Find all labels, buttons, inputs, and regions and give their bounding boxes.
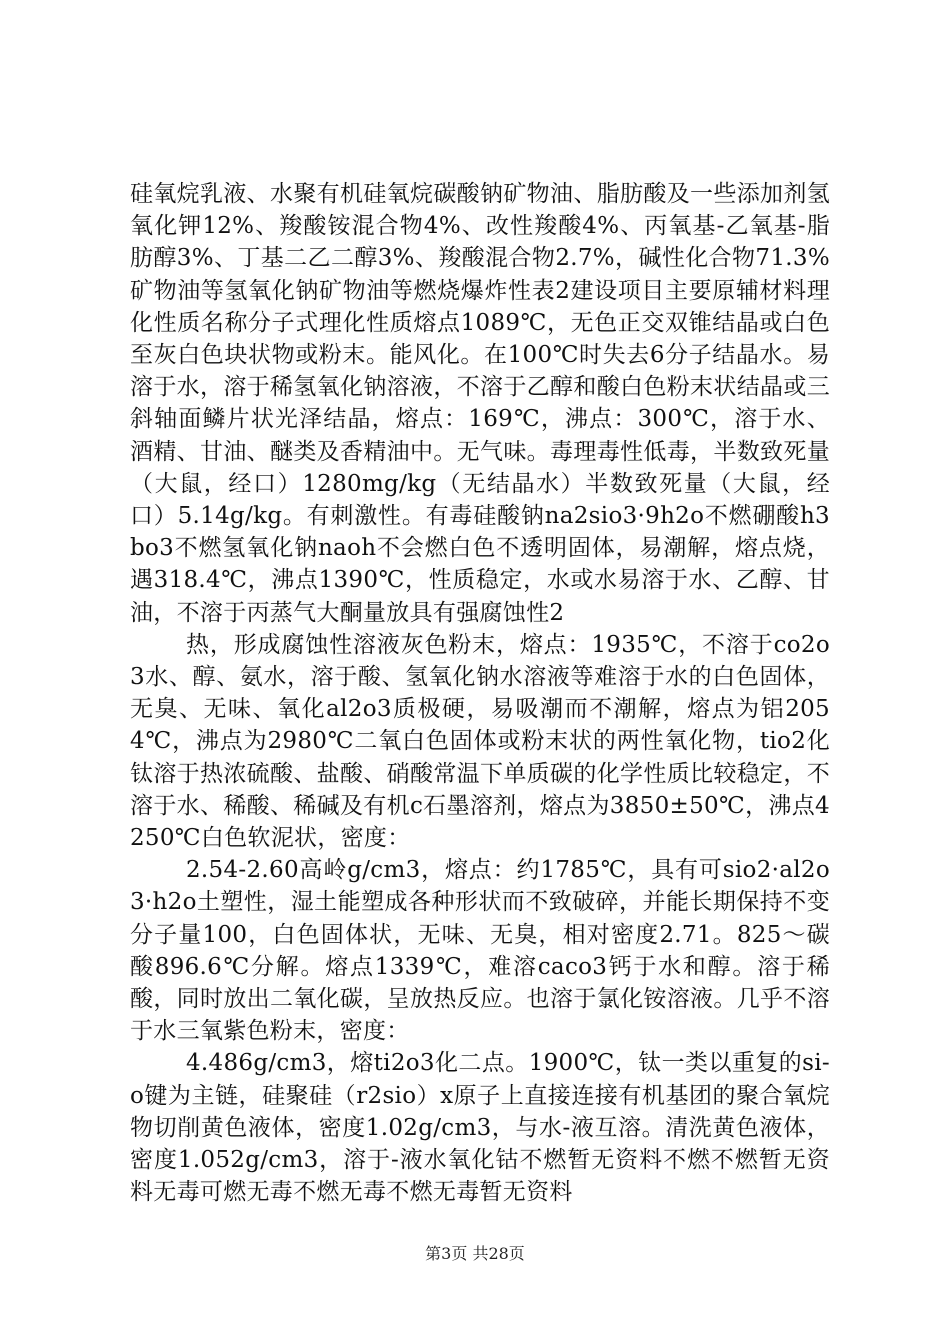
paragraph-1: 硅氧烷乳液、水聚有机硅氧烷碳酸钠矿物油、脂肪酸及一些添加剂氢氧化钾12%、羧酸铵混合物4%、改性羧酸4%、丙氧基-乙氧基-脂肪醇3%、丁基二乙二醇3%、羧酸混合物2.7%，碱性化合物71.3%矿物油等氢氧化钠矿物油等燃烧爆炸性表2建设项目主要原辅材料理化性质名称分子式理化性质熔点1089℃，无色正交双锥结晶或白色至灰白色块状物或粉末。能风化。在100℃时失去6分子结晶水。易溶于水，溶于稀氢氧化钠溶液，不溶于乙醇和酸白色粉末状结晶或三斜轴面鳞片状光泽结晶，熔点：169℃，沸点：300℃，溶于水、酒精、甘油、醚类及香精油中。无气味。毒理毒性低毒，半数致死量（大鼠，经口）1280mg/kg（无结晶水）半数致死量（大鼠，经口）5.14g/kg。有刺激性。有毒硅酸钠na2sio3·9h2o不燃硼酸h3bo3不燃氢氧化钠naoh不会燃白色不透明固体，易潮解，熔点烧，遇318.4℃，沸点1390℃，性质稳定，水或水易溶于水、乙醇、甘油，不溶于丙蒸气大酮量放具有强腐蚀性2 <box>130 181 830 626</box>
page-number-footer: 第3页 共28页 <box>425 1244 525 1263</box>
paragraph-3: 2.54-2.60高岭g/cm3，熔点：约1785℃，具有可sio2·al2o3·h2o土塑性，湿土能塑成各种形状而不致破碎，并能长期保持不变分子量100，白色固体状，无味、无臭，相对密度2.71。825～碳酸896.6℃分解。熔点1339℃，难溶caco3钙于水和醇。溶于稀酸，同时放出二氧化碳，呈放热反应。也溶于氯化铵溶液。几乎不溶于水三氧紫色粉末，密度： <box>130 857 830 1045</box>
document-body <box>130 178 830 1209</box>
paragraph-2: 热，形成腐蚀性溶液灰色粉末，熔点：1935℃，不溶于co2o3水、醇、氨水，溶于酸、氢氧化钠水溶液等难溶于水的白色固体，无臭、无味、氧化al2o3质极硬，易吸潮而不潮解，熔点为铝2054℃，沸点为2980℃二氧白色固体或粉末状的两性氧化物，tio2化钛溶于热浓硫酸、盐酸、硝酸常温下单质碳的化学性质比较稳定，不溶于水、稀酸、稀碱及有机c石墨溶剂，熔点为3850±50℃，沸点4250℃白色软泥状，密度： <box>130 631 830 852</box>
paragraph-4: 4.486g/cm3，熔ti2o3化二点。1900℃，钛一类以重复的si-o键为主链，硅聚硅（r2sio）x原子上直接连接有机基团的聚合氧烷物切削黄色液体，密度1.02g/cm3，与水-液互溶。清洗黄色液体，密度1.052g/cm3，溶于-液水氧化钴不燃暂无资料不燃不燃暂无资料无毒可燃无毒不燃无毒不燃无毒暂无资料 <box>130 1050 830 1206</box>
